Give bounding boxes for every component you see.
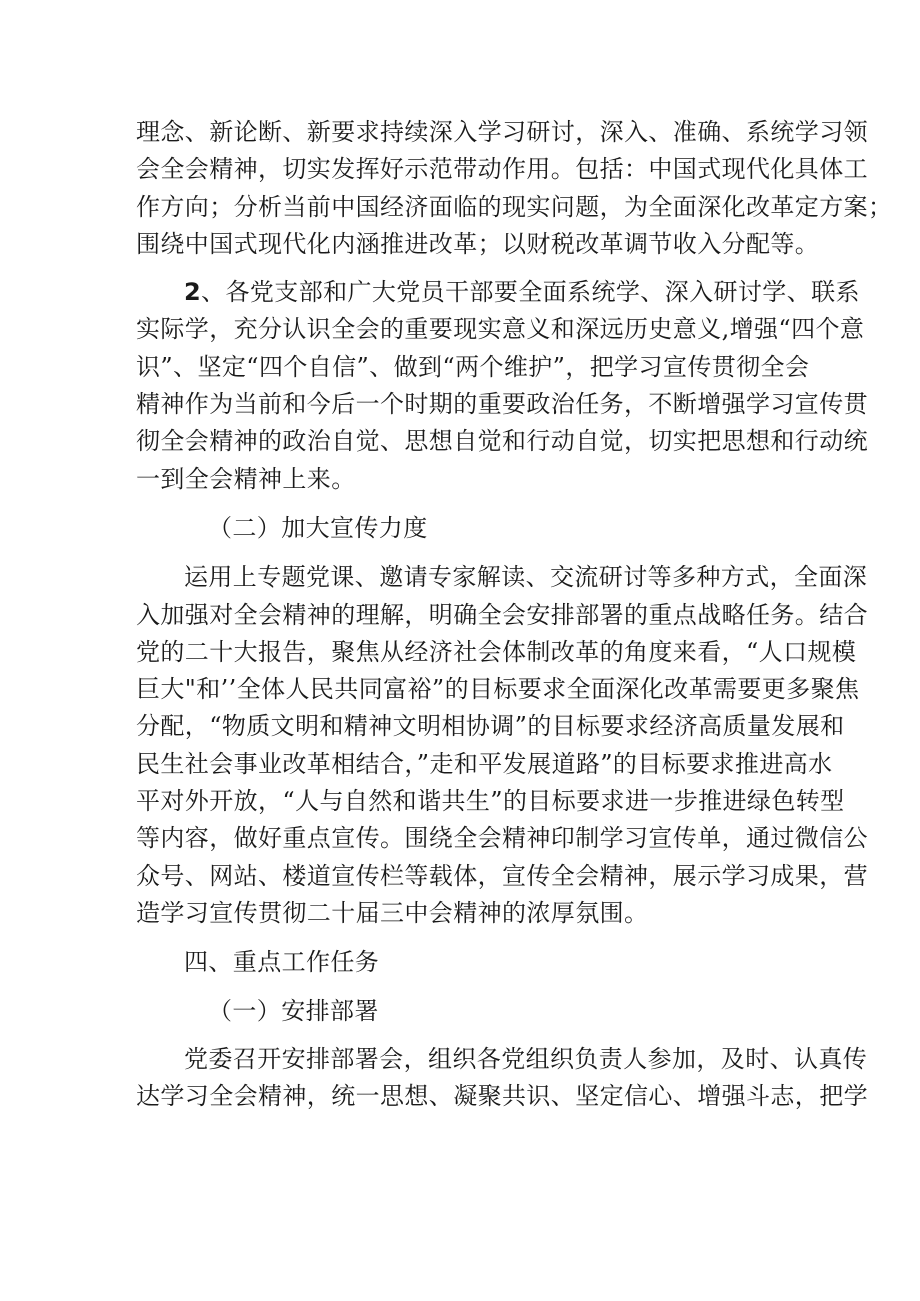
text-line: 众号、网站、楼道宣传栏等载体，宣传全会精神，展示学习成果，营 [136,861,868,890]
text-line: 彻全会精神的政治自觉、思想自觉和行动自觉，切实把思想和行动统 [136,427,868,456]
text-line: 民生社会事业改革相结合，”走和平发展道路”的目标要求推进高水 [136,749,833,778]
text-line-content: 、各党支部和广大党员干部要全面系统学、深入研讨学、联系 [201,278,860,307]
paragraph-3 [136,559,868,932]
text-line: 识”、坚定“四个自信”、做到“两个维护”，把学习宣传贯彻全会 [136,352,810,381]
text-line: 实际学，充分认识全会的重要现实意义和深远历史意义,增强“四个意 [136,315,865,344]
text-line: 分配，“物质文明和精神文明相协调”的目标要求经济高质量发展和 [136,712,845,741]
text-line: 党委召开安排部署会，组织各党组织负责人参加，及时、认真传 [184,1044,868,1073]
text-line: 围绕中国式现代化内涵推进改革；以财税改革调节收入分配等。 [136,229,820,258]
text-line: 入加强对全会精神的理解，明确全会安排部署的重点战略任务。结合 [136,600,868,629]
text-line: 造学习宣传贯彻二十届三中会精神的浓厚氛围。 [136,898,649,927]
paragraph-2 [136,274,868,498]
section-subheading: （一）安排部署 [208,996,379,1025]
text-line: 达学习全会精神，统一思想、凝聚共识、坚定信心、增强斗志，把学 [136,1082,868,1111]
text-line: 巨大"和’’全体人民共同富裕”的目标要求全面深化改革需要更多聚焦 [136,675,860,704]
text-line: 党的二十大报告，聚焦从经济社会体制改革的角度来看，“人口规模 [136,637,857,666]
paragraph-4 [136,1041,868,1116]
text-line: 精神作为当前和今后一个时期的重要政治任务，不断增强学习宣传贯 [136,390,868,419]
list-number: 2 [184,278,202,307]
text-line [136,274,860,311]
section-subheading: （二）加大宣传力度 [208,513,428,542]
text-line: 一到全会精神上来。 [136,464,356,493]
document-body [136,114,893,1115]
text-line: 运用上专题党课、邀请专家解读、交流研讨等多种方式，全面深 [184,563,868,592]
text-line: 会全会精神，切实发挥好示范带动作用。包括：中国式现代化具体工 [136,155,868,184]
text-line: 作方向；分析当前中国经济面临的现实问题，为全面深化改革定方案； [136,192,893,221]
text-line: 理念、新论断、新要求持续深入学习研讨，深入、准确、系统学习领 [136,118,868,146]
text-line: 平对外开放，“人与自然和谐共生”的目标要求进一步推进绿色转型 [136,787,845,816]
paragraph-1 [136,114,893,263]
section-heading: 四、重点工作任务 [184,948,380,977]
text-line: 等内容，做好重点宣传。围绕全会精神印制学习宣传单，通过微信公 [136,824,868,853]
